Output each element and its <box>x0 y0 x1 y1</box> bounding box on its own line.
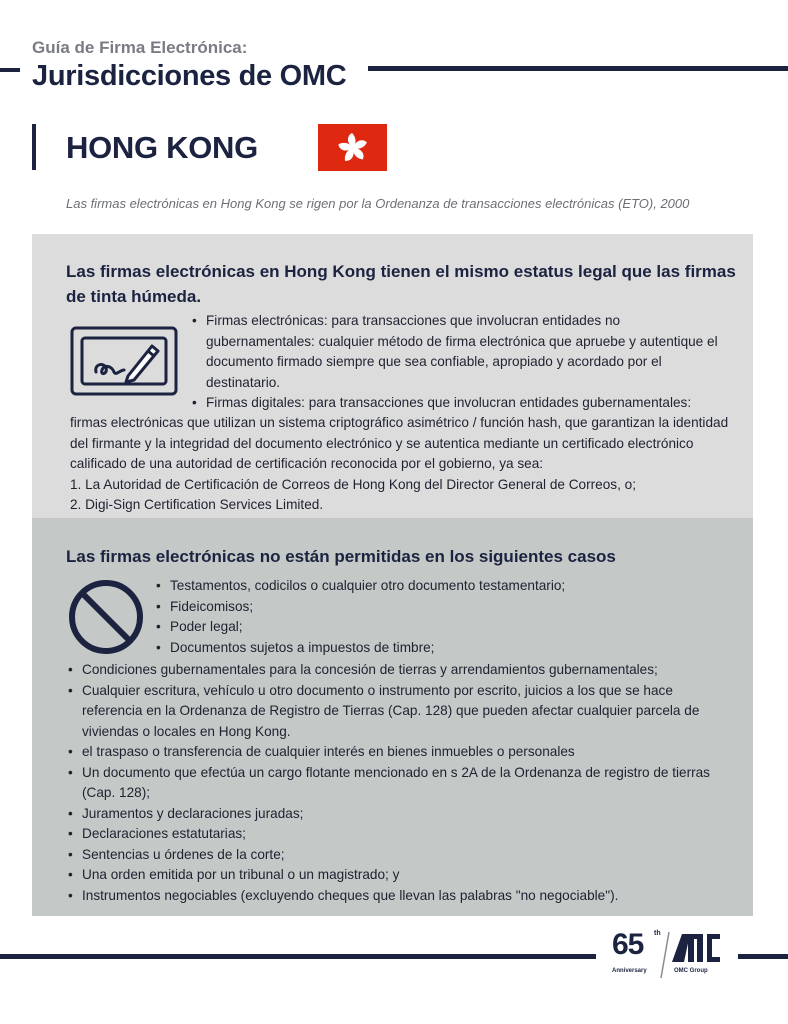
list-item: • Un documento que efectúa un cargo flotante mencionado en s 2A de la Ordenanza de registro de tierras (Cap. 128); <box>66 763 726 804</box>
list-item: • Condiciones gubernamentales para la concesión de tierras y arrendamientos gubernamentales; <box>66 660 726 681</box>
list-item: 2. Digi-Sign Certification Services Limited. <box>70 497 324 512</box>
list-item: • Instrumentos negociables (excluyendo cheques que llevan las palabras "no negociable"). <box>66 886 726 907</box>
prohibited-icon <box>66 577 146 662</box>
list-item: • Cualquier escritura, vehículo u otro documento o instrumento por escrito, juicios a los que se hace referencia en la Ordenanza de Registro de Tierras (Cap. 128) que pueden afectar cualquier parcela de viviendas o locales en Hong Kong. <box>66 681 726 743</box>
list-item: 1. La Autoridad de Certificación de Correos de Hong Kong del Director General de Correos, o; <box>70 476 636 492</box>
footer-rule-left <box>0 954 596 959</box>
exclusions-long-list <box>66 660 726 906</box>
list-item: • Testamentos, codicilos o cualquier otro documento testamentario; <box>154 576 734 597</box>
omc-65th-anniversary-logo <box>606 928 730 980</box>
list-item: • Poder legal; <box>154 617 734 638</box>
exclusions-short-list <box>154 576 734 658</box>
list-item: • Una orden emitida por un tribunal o un magistrado; y <box>66 865 726 886</box>
header-rule-left <box>0 68 20 72</box>
intro-text: Las firmas electrónicas en Hong Kong se rigen por la Ordenanza de transacciones electrónicas (ETO), 2000 <box>66 196 690 211</box>
omc-mark-icon <box>670 930 722 964</box>
logo-anniversary-label: Anniversary <box>612 968 647 974</box>
section2-heading: Las firmas electrónicas no están permitidas en los siguientes casos <box>66 547 616 566</box>
section1-heading: Las firmas electrónicas en Hong Kong tienen el mismo estatus legal que las firmas de tinta húmeda. <box>66 262 736 306</box>
logo-number: 65 <box>612 928 644 961</box>
electronic-signatures-block <box>190 311 730 414</box>
list-item: • Sentencias u órdenes de la corte; <box>66 845 726 866</box>
page-title: Jurisdicciones de OMC <box>32 60 347 92</box>
logo-divider-icon <box>660 932 670 978</box>
logo-group-label: OMC Group <box>674 968 708 974</box>
country-accent-bar <box>32 124 36 170</box>
country-title: HONG KONG <box>66 130 258 165</box>
digital-signatures-block <box>70 413 738 516</box>
list-item: • Documentos sujetos a impuestos de timbre; <box>154 638 734 659</box>
signature-pad-icon <box>70 326 178 401</box>
digital-signature-body: firmas electrónicas que utilizan un sistema criptográfico asimétrico / función hash, que garantizan la identidad del firmante y la integridad del documento electrónico y se autentica mediante un certificado electrónico calificado de una autoridad de certificación reconocida por el gobierno, ya sea: <box>70 415 729 471</box>
bauhinia-icon <box>336 131 370 165</box>
footer-rule-right <box>738 954 788 959</box>
list-item: • Juramentos y declaraciones juradas; <box>66 804 726 825</box>
list-item: • Declaraciones estatutarias; <box>66 824 726 845</box>
header-rule-right <box>368 66 788 71</box>
logo-th: th <box>654 930 661 937</box>
list-item: • Firmas digitales: para transacciones que involucran entidades gubernamentales: <box>190 393 730 414</box>
guide-subtitle: Guía de Firma Electrónica: <box>32 38 248 57</box>
list-item: • Firmas electrónicas: para transacciones que involucran entidades no gubernamentales: cualquier método de firma electrónica que apruebe y autentique el documento firmado siempre que sea confiable, apropiado y acordado por el destinatario. <box>190 311 730 393</box>
hong-kong-flag-icon <box>318 124 387 171</box>
list-item: • Fideicomisos; <box>154 597 734 618</box>
list-item: • el traspaso o transferencia de cualquier interés en bienes inmuebles o personales <box>66 742 726 763</box>
